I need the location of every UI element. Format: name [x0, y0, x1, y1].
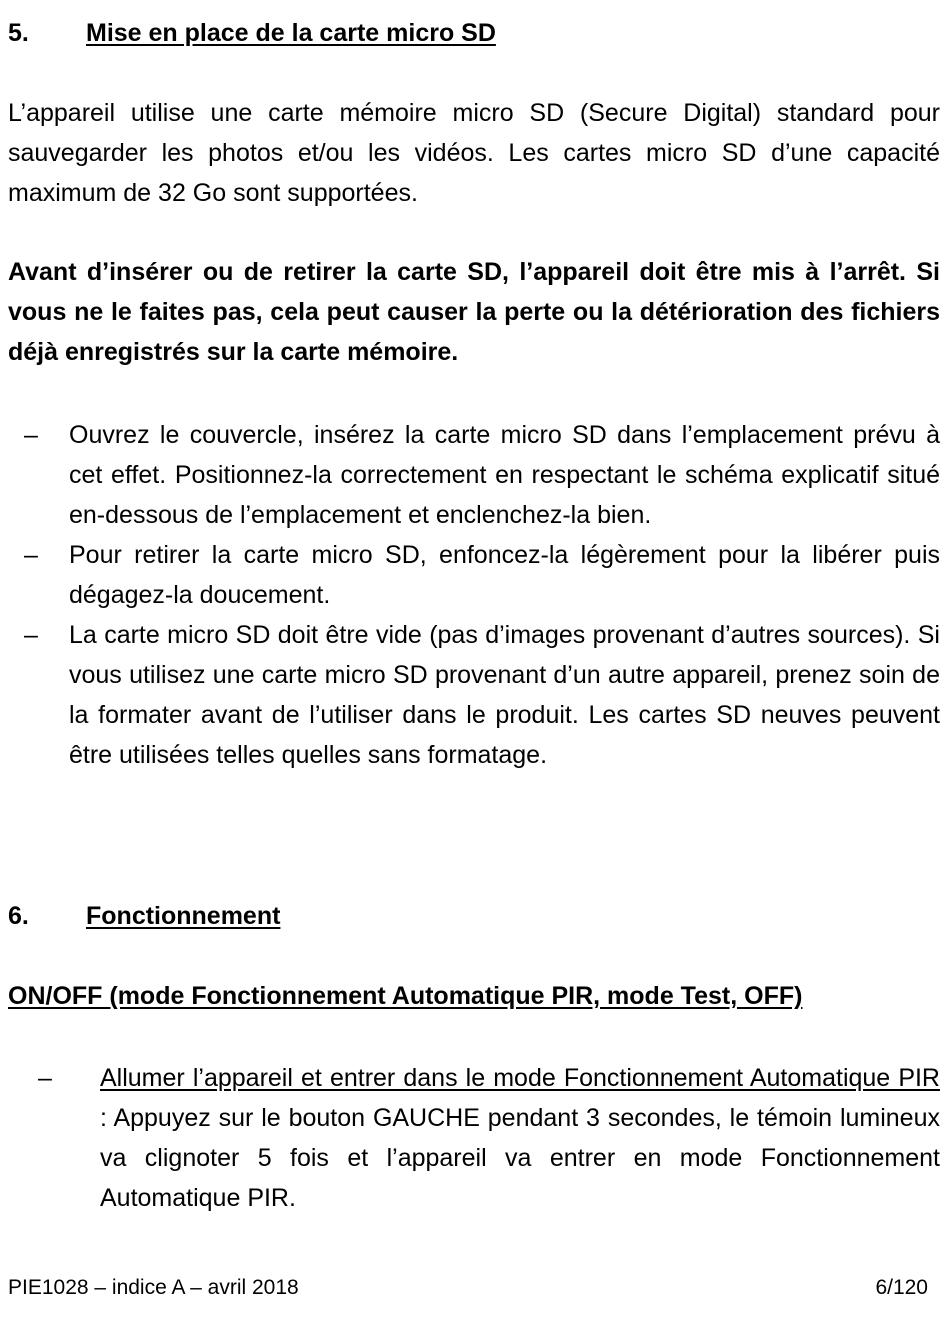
footer-reference: PIE1028 – indice A – avril 2018 — [8, 1276, 299, 1299]
section-6-number: 6. — [8, 902, 29, 930]
bullet-dash: – — [24, 541, 38, 569]
section-5-bullet-list — [8, 415, 940, 775]
list-item — [8, 415, 940, 535]
footer-page-number: 6/120 — [875, 1276, 928, 1299]
mode-subheading: ON/OFF (mode Fonctionnement Automatique PIR, mode Test, OFF) — [8, 982, 803, 1010]
section-6-bullet-list — [8, 1058, 940, 1218]
section-6-title: Fonctionnement — [86, 902, 281, 930]
section-5-number: 5. — [8, 19, 29, 47]
section-5-warning: Avant d’insérer ou de retirer la carte SD, l’appareil doit être mis à l’arrêt. Si vous ne le faites pas, cela peut causer la perte ou la détérioration des fichiers déjà enregistrés sur la carte mémoire. — [8, 258, 940, 366]
list-item-label: Allumer l’appareil et entrer dans le mode Fonctionnement Automatique PIR — [100, 1064, 940, 1092]
bullet-dash: – — [24, 421, 38, 449]
bullet-dash: – — [24, 621, 38, 649]
list-item-text: La carte micro SD doit être vide (pas d’images provenant d’autres sources). Si vous utilisez une carte micro SD provenant d’un autre appareil, prenez soin de la formater avant de l’utiliser dans le produit. Les cartes SD neuves peuvent être utilisées telles quelles sans formatage. — [69, 621, 940, 769]
bullet-dash: – — [38, 1064, 52, 1092]
document-page — [8, 0, 940, 1319]
section-5-heading — [8, 18, 496, 48]
section-6-heading — [8, 901, 280, 931]
list-item-text: Ouvrez le couvercle, insérez la carte micro SD dans l’emplacement prévu à cet effet. Positionnez-la correctement en respectant le schéma explicatif situé en-dessous de l’emplacement et enclenchez-la bien. — [69, 421, 940, 529]
list-item-text: Pour retirer la carte micro SD, enfoncez-la légèrement pour la libérer puis dégagez-la doucement. — [69, 541, 940, 609]
list-item — [8, 1058, 940, 1218]
section-5-intro: L’appareil utilise une carte mémoire micro SD (Secure Digital) standard pour sauvegarder les photos et/ou les vidéos. Les cartes micro SD d’une capacité maximum de 32 Go sont supportées. — [8, 99, 940, 207]
list-item-text: : Appuyez sur le bouton GAUCHE pendant 3 secondes, le témoin lumineux va clignoter 5 fois et l’appareil va entrer en mode Fonctionnement Automatique PIR. — [100, 1104, 940, 1212]
list-item — [8, 535, 940, 615]
list-item — [8, 615, 940, 775]
section-5-title: Mise en place de la carte micro SD — [86, 19, 496, 47]
